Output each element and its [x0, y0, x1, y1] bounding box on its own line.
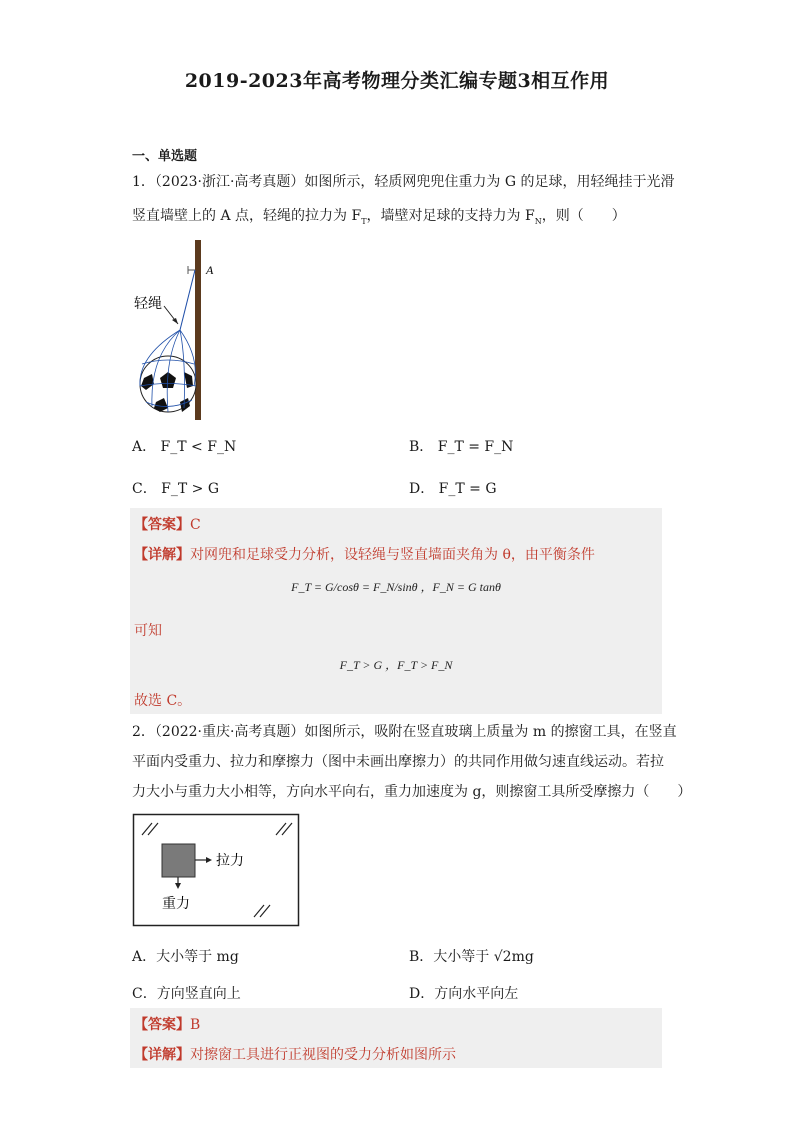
q1-kezhi: 可知: [134, 623, 162, 639]
pull-label: 拉力: [216, 853, 244, 869]
q1-choice-d[interactable]: D． F_T = G: [409, 481, 497, 497]
q1-stem-line1: 1．（2023·浙江·高考真题）如图所示，轻质网兜兜住重力为 G 的足球，用轻绳挂于光滑: [132, 174, 675, 190]
q2-stem-line2: 平面内受重力、拉力和摩擦力（图中未画出摩擦力）的共同作用做匀速直线运动。若拉: [132, 754, 664, 770]
rope: [180, 270, 195, 330]
q1-solution-box: [130, 508, 662, 714]
q1-formula-2: F_T > G ，F_T > F_N: [339, 658, 453, 672]
q2-choice-c[interactable]: C．方向竖直向上: [132, 986, 241, 1002]
point-a-label: A: [206, 263, 214, 277]
q1-choice-c[interactable]: C． F_T > G: [132, 481, 220, 497]
q2-detail: 【详解】对擦窗工具进行正视图的受力分析如图所示: [134, 1047, 456, 1063]
gravity-label: 重力: [162, 896, 190, 912]
q2-window-figure: [132, 813, 300, 927]
cleaning-tool: [162, 844, 195, 877]
q2-answer: 【答案】B: [134, 1017, 201, 1033]
q2-choice-b[interactable]: B．大小等于 √2mg: [409, 949, 534, 965]
q1-choice-a[interactable]: A． F_T < F_N: [132, 439, 237, 455]
q1-answer: 【答案】C: [134, 517, 201, 533]
page-title: 2019-2023年高考物理分类汇编专题3相互作用: [184, 70, 610, 92]
rope-label: 轻绳: [134, 296, 162, 312]
q1-stem-line2: 竖直墙壁上的 A 点，轻绳的拉力为 $F_T$，墙壁对足球的支持力为 $F_N$，则（ ）: [132, 208, 626, 226]
q2-stem-line1: 2．（2022·重庆·高考真题）如图所示，吸附在竖直玻璃上质量为 m 的擦窗工具，在竖直: [132, 724, 677, 740]
q1-detail: 【详解】对网兜和足球受力分析，设轻绳与竖直墙面夹角为 θ，由平衡条件: [134, 547, 595, 563]
q1-football-figure: [130, 236, 230, 422]
q2-stem-line3: 力大小与重力大小相等，方向水平向右，重力加速度为 g，则擦窗工具所受摩擦力（ ）: [132, 784, 692, 800]
q1-conclusion: 故选 C。: [134, 693, 192, 709]
glass-pane: [134, 815, 299, 926]
section-heading: 一、单选题: [132, 149, 198, 164]
football: [140, 356, 196, 412]
q1-formula-1: F_T = G/cosθ = F_N/sinθ ，F_N = G tanθ: [291, 580, 501, 594]
wall: [195, 240, 201, 420]
q1-choice-b[interactable]: B． F_T = F_N: [409, 439, 514, 455]
q2-choice-d[interactable]: D．方向水平向左: [409, 986, 519, 1002]
q2-choice-a[interactable]: A．大小等于 mg: [132, 949, 239, 965]
